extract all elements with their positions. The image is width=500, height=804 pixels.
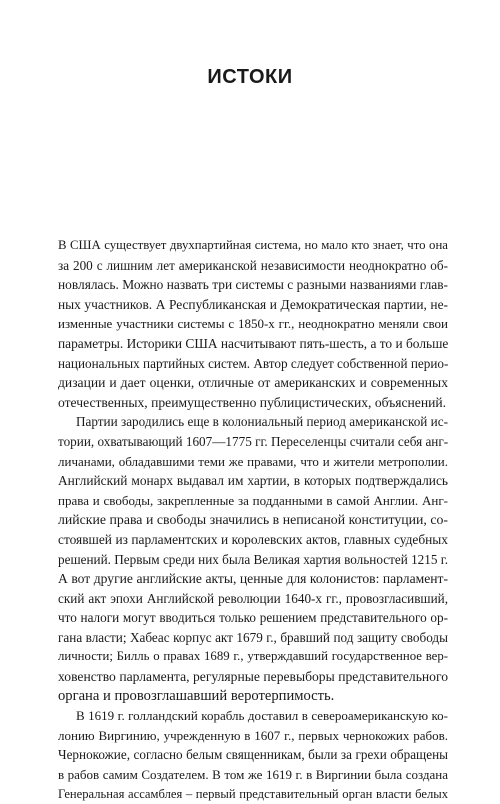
- text-line: В США существует двухпартийная система, но мало кто знает, что она: [58, 238, 448, 252]
- text-line: решений. Первым среди них была Великая хартия вольностей 1215 г.: [58, 551, 448, 567]
- paragraph-1: [58, 236, 448, 412]
- text-line: что налоги могут вводиться только решением представительного ор-: [58, 610, 448, 626]
- paragraph-2: [58, 412, 448, 706]
- text-line: органа и провозглашавший веротерпимость.: [58, 687, 335, 704]
- text-line: А вот другие английские акты, ценные для колонистов: парламент-: [58, 571, 448, 587]
- text-line: за 200 с лишним лет американской независимости неоднократно об-: [58, 257, 448, 273]
- text-line: личности; Билль о правах 1689 г., утверждавший государственное вер-: [58, 649, 448, 664]
- text-line: Чернокожие, согласно белым священникам, были за грехи обращены: [58, 747, 448, 763]
- text-line: Генеральная ассамблея – первый представительный орган власти белых: [58, 786, 448, 801]
- text-line: Партии зародились еще в колониальный период американской ис-: [76, 414, 448, 430]
- text-line: национальных партийных систем. Автор следует собственной перио-: [58, 355, 449, 371]
- paragraph-3: [58, 706, 448, 804]
- text-line: Английский монарх выдавал им хартии, в которых подтверждались: [58, 473, 448, 489]
- text-line: лонию Виргинию, учрежденную в 1607 г., первых чернокожих рабов.: [58, 727, 448, 743]
- text-line: тории, охватывающий 1607—1775 гг. Переселенцы считали себя анг-: [58, 433, 449, 449]
- text-line: ский акт эпохи Английской революции 1640-х гг., провозгласивший,: [58, 590, 448, 606]
- text-line: отечественных, преимущественно публицистических, объяснений.: [58, 394, 447, 410]
- text-line: стоявшей из парламентских и королевских актов, главных судебных: [58, 531, 448, 547]
- text-line: дизации и дает оценки, отличные от американских и современных: [58, 375, 448, 391]
- text-line: параметры. Историки США насчитывают пять-шесть, а то и больше: [58, 335, 449, 351]
- chapter-title: ИСТОКИ: [207, 66, 293, 88]
- text-line: личанами, обладавшими теми же правами, что и жители метрополии.: [58, 453, 448, 469]
- text-line: в рабов самим Создателем. В том же 1619 г. в Виргинии была создана: [58, 767, 448, 783]
- text-line: права и свободы, закрепленные за подданными в самой Англии. Анг-: [58, 492, 448, 508]
- text-line: гана власти; Хабеас корпус акт 1679 г., бравший под защиту свободы: [58, 629, 448, 645]
- text-line: новлялась. Можно назвать три системы с разными названиями глав-: [58, 277, 448, 293]
- body-text: [58, 236, 448, 804]
- text-line: лийские права и свободы значились в неписаной конституции, со-: [58, 512, 448, 528]
- text-line: изменные участники системы с 1850-х гг., неоднократно меняли свои: [58, 316, 448, 332]
- text-line: ховенство парламента, регулярные перевыборы представительного: [58, 669, 448, 685]
- text-line: ных участников. А Республиканская и Демократическая партии, не-: [58, 296, 448, 312]
- text-line: В 1619 г. голландский корабль доставил в североамериканскую ко-: [76, 708, 448, 724]
